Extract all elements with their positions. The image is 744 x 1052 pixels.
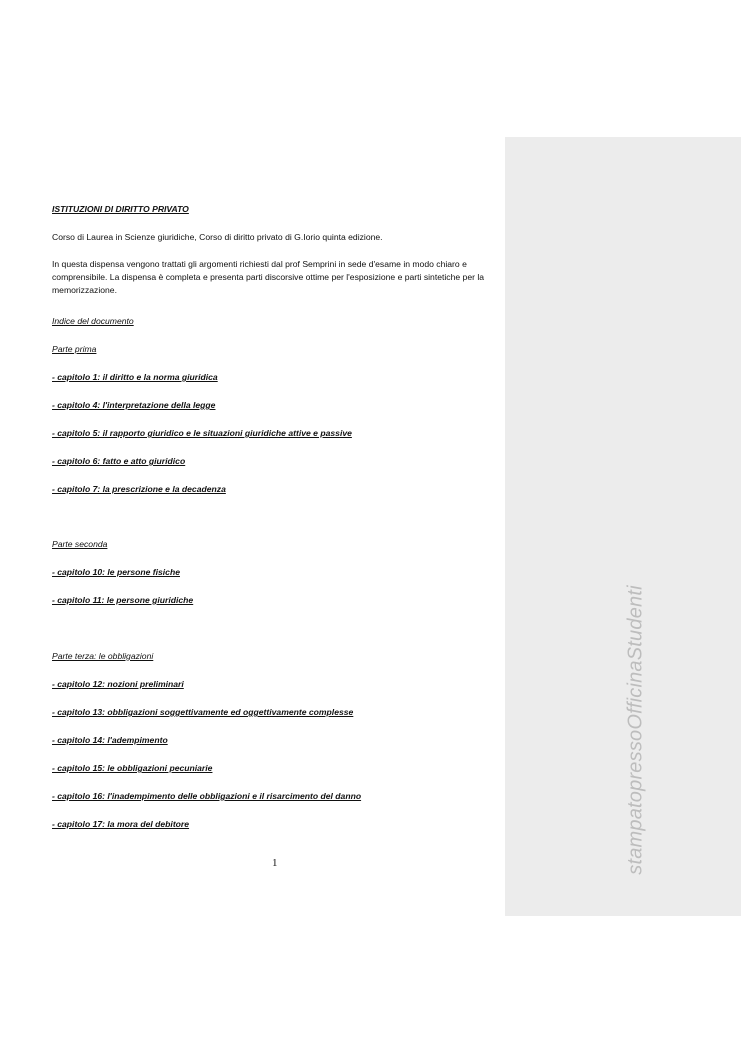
part-label: Parte prima (52, 344, 97, 354)
chapter-link[interactable]: - capitolo 1: il diritto e la norma giuridica (52, 372, 218, 382)
index-heading: Indice del documento (52, 316, 134, 326)
chapter-link[interactable]: - capitolo 13: obbligazioni soggettivamente ed oggettivamente complesse (52, 707, 354, 717)
document-title: ISTITUZIONI DI DIRITTO PRIVATO (52, 204, 189, 214)
page-number: 1 (272, 857, 278, 869)
chapter-link[interactable]: - capitolo 12: nozioni preliminari (52, 679, 184, 689)
part-label: Parte terza: le obbligazioni (52, 651, 154, 661)
chapter-link[interactable]: - capitolo 7: la prescrizione e la decadenza (52, 484, 226, 494)
chapter-link[interactable]: - capitolo 15: le obbligazioni pecuniarie (52, 763, 213, 773)
part-label: Parte seconda (52, 539, 108, 549)
chapter-link[interactable]: - capitolo 17: la mora del debitore (52, 819, 190, 829)
margin-panel (505, 137, 741, 916)
chapter-link[interactable]: - capitolo 6: fatto e atto giuridico (52, 456, 186, 466)
chapter-link[interactable]: - capitolo 14: l'adempimento (52, 735, 168, 745)
chapter-link[interactable]: - capitolo 4: l'interpretazione della legge (52, 400, 216, 410)
chapter-link[interactable]: - capitolo 11: le persone giuridiche (52, 595, 194, 605)
description-text: In questa dispensa vengono trattati gli argomenti richiesti dal prof Semprini in sede d'esame in modo chiaro e comprensibile. La dispensa è completa e presenta parti discorsive ottime per l'esposizione e parti sintetiche per la memorizzazione. (52, 259, 485, 295)
watermark: stampatopressoOfficinaStudenti (624, 585, 647, 875)
chapter-link[interactable]: - capitolo 16: l'inadempimento delle obbligazioni e il risarcimento del danno (52, 791, 362, 801)
chapter-link[interactable]: - capitolo 5: il rapporto giuridico e le situazioni giuridiche attive e passive (52, 428, 352, 438)
intro-text: Corso di Laurea in Scienze giuridiche, Corso di diritto privato di G.Iorio quinta edizione. (52, 232, 383, 242)
chapter-link[interactable]: - capitolo 10: le persone fisiche (52, 567, 180, 577)
